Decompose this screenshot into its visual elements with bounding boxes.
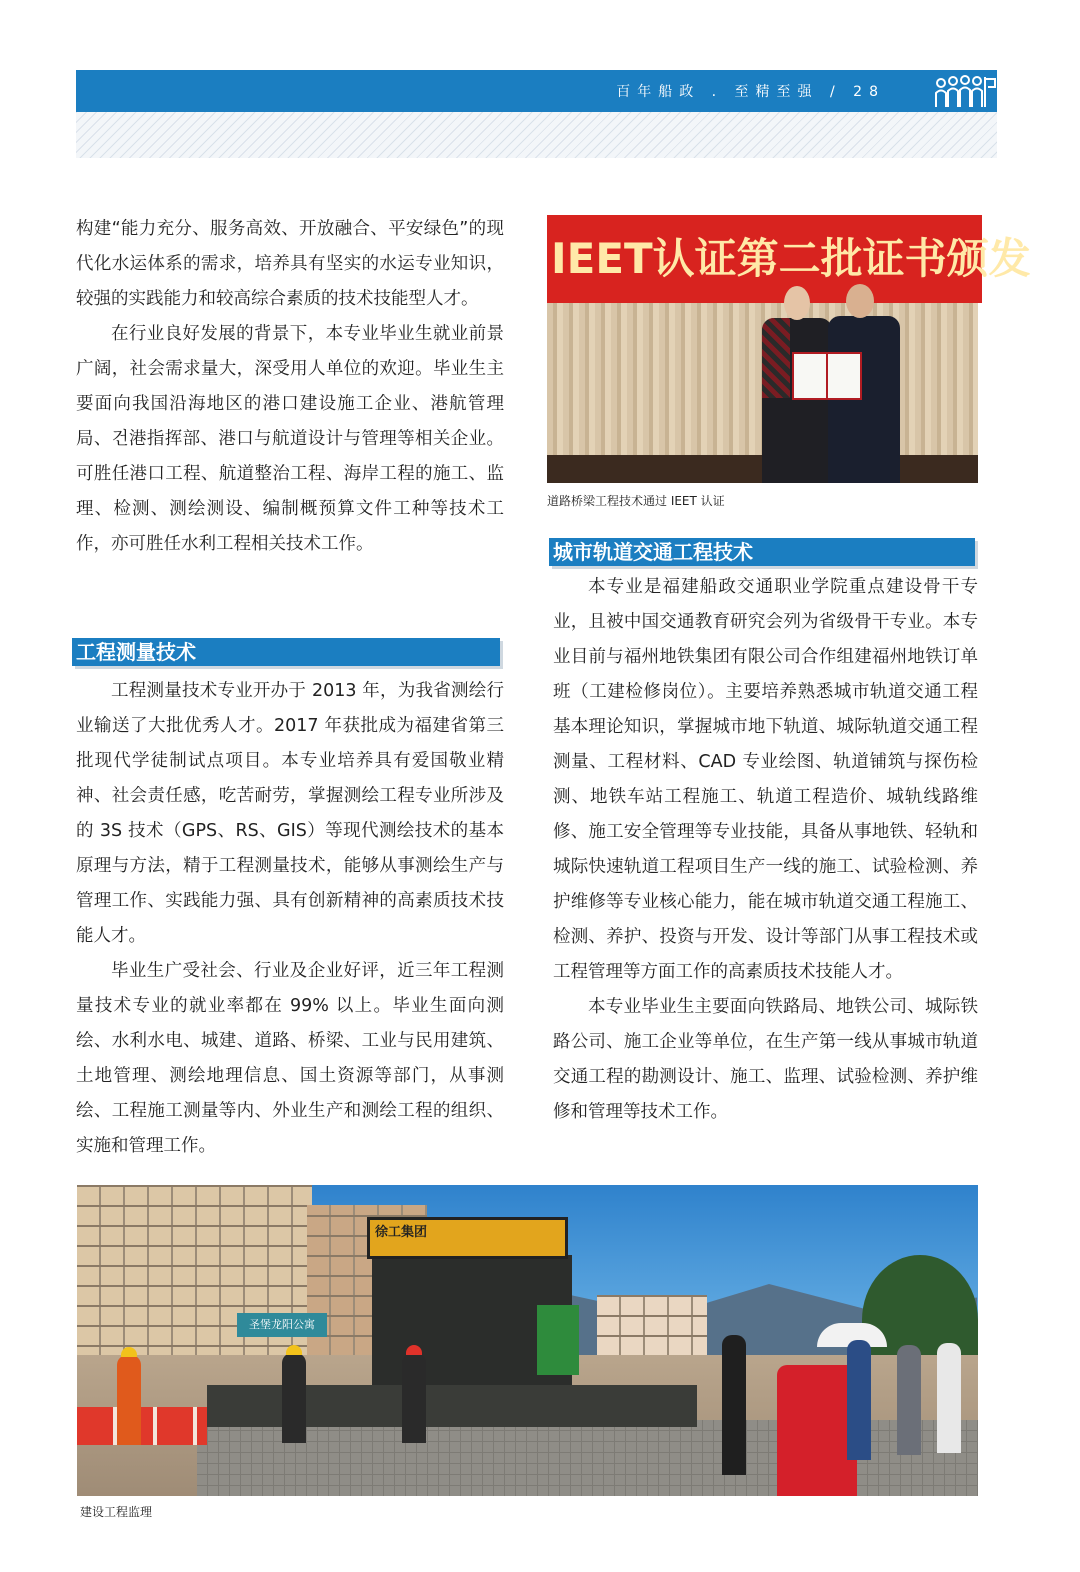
apartment-building bbox=[77, 1185, 312, 1365]
road-barrier bbox=[77, 1407, 207, 1445]
paver-brand-label: 徐工集团 bbox=[375, 1225, 428, 1240]
observer bbox=[847, 1340, 871, 1460]
observer-red-jacket bbox=[777, 1365, 857, 1496]
ceremony-caption: 道路桥梁工程技术通过 IEET 认证 bbox=[547, 494, 725, 508]
worker bbox=[402, 1353, 426, 1443]
observer bbox=[897, 1345, 921, 1455]
hard-hat-icon bbox=[286, 1345, 302, 1355]
distant-building bbox=[597, 1295, 707, 1355]
paver-screed bbox=[207, 1385, 697, 1427]
construction-caption: 建设工程监理 bbox=[80, 1505, 153, 1519]
left-column-top-text bbox=[76, 212, 504, 562]
worker bbox=[282, 1353, 306, 1443]
person-left-head bbox=[784, 286, 810, 320]
paragraph-rail-intro: 本专业是福建船政交通职业学院重点建设骨干专业，且被中国交通教育研究会列为省级骨干专业。本专业目前与福州地铁集团有限公司合作组建福州地铁订单班（工建检修岗位）。主要培养熟悉城市轨道交通工程基本理论知识，掌握城市地下轨道、城际轨道交通工程测量、工程材料、CAD 专业绘图、轨道铺筑与探伤检测、地铁车站工程施工、轨道工程造价、城轨线路维修、施工安全管理等专业技能，具备从事地铁、轻轨和城际快速轨道工程项目生产一线的施工、试验检测、养护维修等专业核心能力，能在城市轨道交通工程施工、检测、养护、投资与开发、设计等部门从事工程技术或工程管理等方面工作的高素质技术技能人才。 bbox=[553, 577, 978, 982]
left-column-bottom-text bbox=[76, 674, 504, 1164]
paragraph-employment-outlook: 在行业良好发展的背景下，本专业毕业生就业前景广阔，社会需求量大，深受用人单位的欢迎。毕业生主要面向我国沿海地区的港口建设施工企业、港航管理局、건港指挥部、港口与航道设计与管理等相关企业。可胜任港口工程、航道整治工程、海岸工程的施工、监理、检测、测绘测设、编制概预算文件工种等技术工作，亦可胜任水利工程相关技术工作。 bbox=[76, 324, 504, 554]
paragraph-rail-employment: 本专业毕业生主要面向铁路局、地铁公司、城际铁路公司、施工企业等单位，在生产第一线从事城市轨道交通工程的勘测设计、施工、监理、试验检测、养护维修和管理等技术工作。 bbox=[553, 997, 978, 1122]
observer bbox=[937, 1343, 961, 1453]
construction-photo bbox=[77, 1185, 978, 1496]
section-heading-survey: 工程测量技术 bbox=[72, 638, 500, 666]
shop-sign: 圣堡龙阳公寓 bbox=[237, 1313, 327, 1337]
header-pattern bbox=[76, 112, 997, 158]
people-logo-icon bbox=[933, 73, 997, 109]
header-title: 百年船政 . 至精至强 / 28 bbox=[616, 84, 885, 100]
paragraph-survey-employment: 毕业生广受社会、行业及企业好评，近三年工程测量技术专业的就业率都在 99% 以上。毕业生面向测绘、水利水电、城建、道路、桥梁、工业与民用建筑、土地管理、测绘地理信息、国土资源等部门，从事测绘、工程施工测量等内、外业生产和测绘工程的组织、实施和管理工作。 bbox=[76, 961, 504, 1156]
ceremony-banner: IEET认证第二批证书颁发 bbox=[547, 215, 982, 303]
right-column-text bbox=[553, 570, 978, 1130]
paragraph-waterway-needs: 构建“能力充分、服务高效、开放融合、平安绿色”的现代化水运体系的需求，培养具有坚实的水运专业知识，较强的实践能力和较高综合素质的技术技能型人才。 bbox=[76, 219, 504, 309]
paver-green-panel bbox=[537, 1305, 579, 1375]
header-bar bbox=[76, 70, 997, 112]
hard-hat-icon bbox=[406, 1345, 422, 1355]
hard-hat-icon bbox=[121, 1347, 137, 1357]
certificate-right bbox=[826, 352, 862, 400]
person-right-head bbox=[846, 284, 874, 318]
person-left-sweater bbox=[762, 318, 790, 398]
observer bbox=[722, 1335, 746, 1475]
certificate-left bbox=[792, 352, 828, 400]
paragraph-survey-intro: 工程测量技术专业开办于 2013 年，为我省测绘行业输送了大批优秀人才。2017 年获批成为福建省第三批现代学徒制试点项目。本专业培养具有爱国敬业精神、社会责任感，吃苦耐劳，掌握测绘工程专业所涉及的 3S 技术（GPS、RS、GIS）等现代测绘技术的基本原理与方法，精于工程测量技术，能够从事测绘生产与管理工作、实践能力强、具有创新精神的高素质技术技能人才。 bbox=[76, 681, 504, 946]
section-heading-rail: 城市轨道交通工程技术 bbox=[549, 538, 975, 566]
worker bbox=[117, 1355, 141, 1445]
